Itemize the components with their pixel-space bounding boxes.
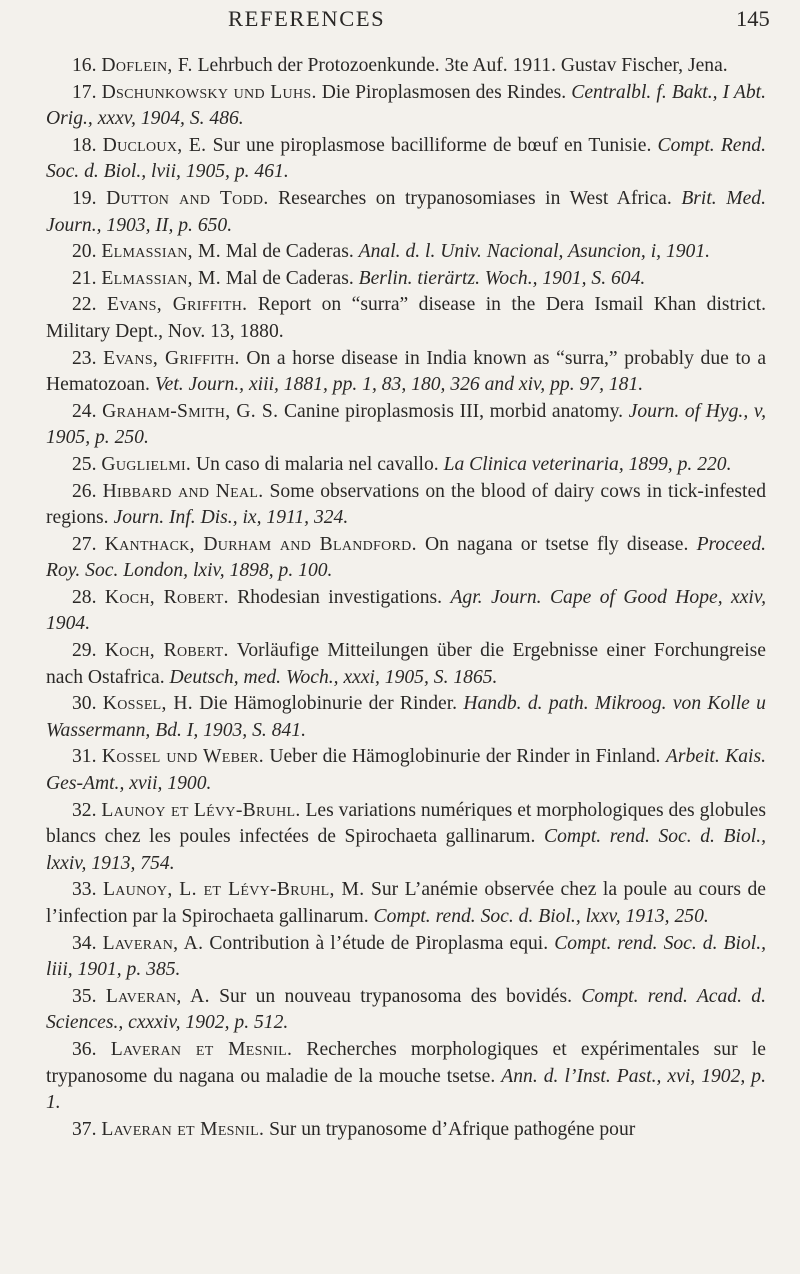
reference-entry (0, 798, 800, 878)
reference-source: Compt. Rend. Soc. d. Biol., lvii, 1905, p. 461. (46, 134, 766, 183)
reference-authors: Launoy et Lévy-Bruhl. (101, 799, 301, 821)
reference-source: Journ. Inf. Dis., ix, 1911, 324. (113, 507, 349, 529)
reference-entry (0, 399, 800, 452)
reference-title: Mal de Caderas. (225, 241, 354, 263)
reference-number: 27. (72, 533, 97, 555)
reference-source: Arbeit. Kais. Ges-Amt., xvii, 1900. (46, 746, 766, 795)
reference-entry (0, 744, 800, 797)
reference-entry (0, 266, 800, 293)
reference-number: 34. (72, 932, 97, 954)
page-header (0, 6, 800, 40)
reference-title: Canine piroplasmosis III, morbid anatomy. (283, 400, 624, 422)
reference-number: 18. (72, 134, 97, 156)
reference-entry (0, 452, 800, 479)
reference-source: Centralbl. f. Bakt., I Abt. Orig., xxxv, 1904, S. 486. (46, 81, 767, 130)
reference-title: Researches on trypanosomiases in West Africa. (278, 187, 672, 209)
reference-number: 37. (72, 1118, 97, 1140)
reference-authors: Laveran, A. (105, 985, 210, 1007)
reference-title: Recherches morphologiques et expérimentales sur le trypanosome du nagana ou maladie de la mouche tsetse. (46, 1038, 766, 1087)
reference-entry (0, 346, 800, 399)
reference-source: Brit. Med. Journ., 1903, II, p. 650. (46, 187, 766, 236)
reference-authors: Kanthack, Durham and Blandford. (104, 533, 417, 555)
reference-number: 31. (72, 746, 97, 768)
reference-authors: Ducloux, E. (102, 134, 207, 156)
reference-number: 17. (72, 81, 97, 103)
reference-title: Contribution à l’étude de Piroplasma equi. (209, 932, 549, 954)
reference-entry (0, 479, 800, 532)
reference-entry (0, 133, 800, 186)
reference-entry (0, 877, 800, 930)
running-title: REFERENCES (228, 6, 386, 31)
reference-authors: Graham-Smith, G. S. (102, 400, 279, 422)
reference-number: 25. (72, 453, 97, 475)
reference-authors: Laveran et Mesnil. (110, 1038, 293, 1060)
reference-title: Vorläufige Mitteilungen über die Ergebnisse einer Forchungreise nach Ostafrica. (46, 640, 767, 688)
reference-list (0, 53, 800, 1143)
reference-entry (0, 292, 800, 345)
reference-title: Die Hämoglobinurie der Rinder. (199, 693, 458, 715)
reference-entry (0, 585, 800, 638)
reference-title: Les variations numériques et morphologiques des globules blancs chez les poules infectées de Spirochaeta gallinarum. (46, 799, 766, 848)
reference-authors: Laveran, A. (102, 932, 204, 954)
reference-entry (0, 80, 800, 133)
reference-authors: Dutton and Todd. (106, 187, 269, 209)
reference-title: Mal de Caderas. (225, 267, 354, 289)
reference-source: Compt. rend. Soc. d. Biol., lxxv, 1913, 250. (373, 906, 709, 927)
reference-number: 16. (72, 55, 97, 76)
reference-title: Report on “surra” disease in the Dera Ismail Khan district. Military Dept., Nov. 13, 1880. (46, 294, 766, 342)
reference-source: Handb. d. path. Mikroog. von Kolle u Wassermann, Bd. I, 1903, S. 841. (46, 693, 766, 741)
reference-source: Vet. Journ., xiii, 1881, pp. 1, 83, 180, 326 and xiv, pp. 97, 181. (154, 374, 644, 396)
reference-authors: Hibbard and Neal. (102, 480, 264, 502)
reference-number: 36. (72, 1038, 97, 1060)
reference-entry (0, 239, 800, 266)
reference-authors: Koch, Robert. (104, 640, 229, 662)
reference-title: Un caso di malaria nel cavallo. (196, 453, 439, 475)
reference-authors: Evans, Griffith. (106, 294, 248, 316)
page-number: 145 (736, 6, 770, 31)
reference-number: 35. (72, 985, 97, 1007)
reference-number: 20. (72, 241, 97, 263)
reference-title: On a horse disease in India known as “surra,” probably due to a Hematozoan. (46, 347, 767, 396)
reference-source: Berlin. tierärtz. Woch., 1901, S. 604. (358, 267, 646, 289)
reference-entry (0, 984, 800, 1037)
reference-authors: Elmassian, M. (101, 267, 221, 289)
reference-number: 22. (72, 294, 97, 316)
reference-entry (0, 691, 800, 744)
reference-title: Some observations on the blood of dairy cows in tick-infested regions. (46, 480, 766, 529)
reference-title: Sur un trypanosome d’Afrique pathogéne pour (269, 1118, 636, 1140)
reference-authors: Guglielmi. (101, 453, 192, 475)
reference-source: Proceed. Roy. Soc. London, lxiv, 1898, p. 100. (46, 533, 767, 582)
reference-number: 32. (72, 799, 97, 821)
reference-title: Lehrbuch der Protozoenkunde. 3te Auf. 1911. Gustav Fischer, Jena. (197, 55, 728, 76)
reference-authors: Launoy, L. et Lévy-Bruhl, M. (103, 879, 365, 901)
reference-entry (0, 1037, 800, 1117)
reference-title: Die Piroplasmosen des Rindes. (321, 81, 567, 103)
reference-title: Sur une piroplasmose bacilliforme de bœuf en Tunisie. (212, 134, 652, 156)
reference-authors: Dschunkowsky und Luhs. (101, 81, 317, 103)
reference-number: 28. (72, 586, 97, 608)
reference-number: 24. (72, 400, 97, 422)
reference-source: Ann. d. l’Inst. Past., xvi, 1902, p. 1. (46, 1065, 767, 1114)
reference-number: 23. (72, 347, 97, 369)
reference-entry (0, 186, 800, 239)
reference-authors: Kossel, H. (102, 693, 193, 715)
reference-authors: Laveran et Mesnil. (101, 1118, 265, 1140)
reference-title: On nagana or tsetse fly disease. (424, 533, 689, 555)
reference-title: Ueber die Hämoglobinurie der Rinder in Finland. (269, 746, 661, 768)
reference-source: La Clinica veterinaria, 1899, p. 220. (443, 453, 732, 475)
reference-title: Sur L’anémie observée chez la poule au cours de l’infection par la Spirochaeta gallinarum. (46, 879, 766, 927)
reference-title: Sur un nouveau trypanosoma des bovidés. (219, 985, 573, 1007)
reference-entry (0, 532, 800, 585)
reference-number: 26. (72, 480, 97, 502)
reference-entry (0, 53, 800, 80)
reference-authors: Elmassian, M. (101, 241, 221, 263)
reference-source: Compt. rend. Soc. d. Biol., lxxiv, 1913, 754. (46, 826, 766, 874)
reference-number: 30. (72, 693, 97, 715)
reference-source: Deutsch, med. Woch., xxxi, 1905, S. 1865. (169, 666, 498, 688)
reference-number: 19. (72, 187, 97, 209)
reference-authors: Doflein, F. (101, 55, 193, 76)
reference-authors: Koch, Robert. (104, 586, 229, 608)
reference-source: Anal. d. l. Univ. Nacional, Asuncion, i, 1901. (358, 241, 711, 263)
reference-authors: Kossel und Weber. (101, 746, 264, 768)
reference-number: 29. (72, 640, 97, 662)
reference-title: Rhodesian investigations. (237, 586, 443, 608)
reference-number: 33. (72, 879, 97, 901)
reference-entry (0, 1117, 800, 1144)
reference-source: Compt. rend. Acad. d. Sciences., cxxxiv, 1902, p. 512. (46, 985, 766, 1034)
reference-authors: Evans, Griffith. (103, 347, 240, 369)
reference-entry (0, 931, 800, 984)
reference-number: 21. (72, 267, 97, 289)
reference-source: Journ. of Hyg., v, 1905, p. 250. (46, 400, 766, 449)
reference-source: Compt. rend. Soc. d. Biol., liii, 1901, p. 385. (46, 932, 767, 981)
reference-entry (0, 638, 800, 691)
reference-source: Agr. Journ. Cape of Good Hope, xxiv, 1904. (46, 586, 766, 635)
